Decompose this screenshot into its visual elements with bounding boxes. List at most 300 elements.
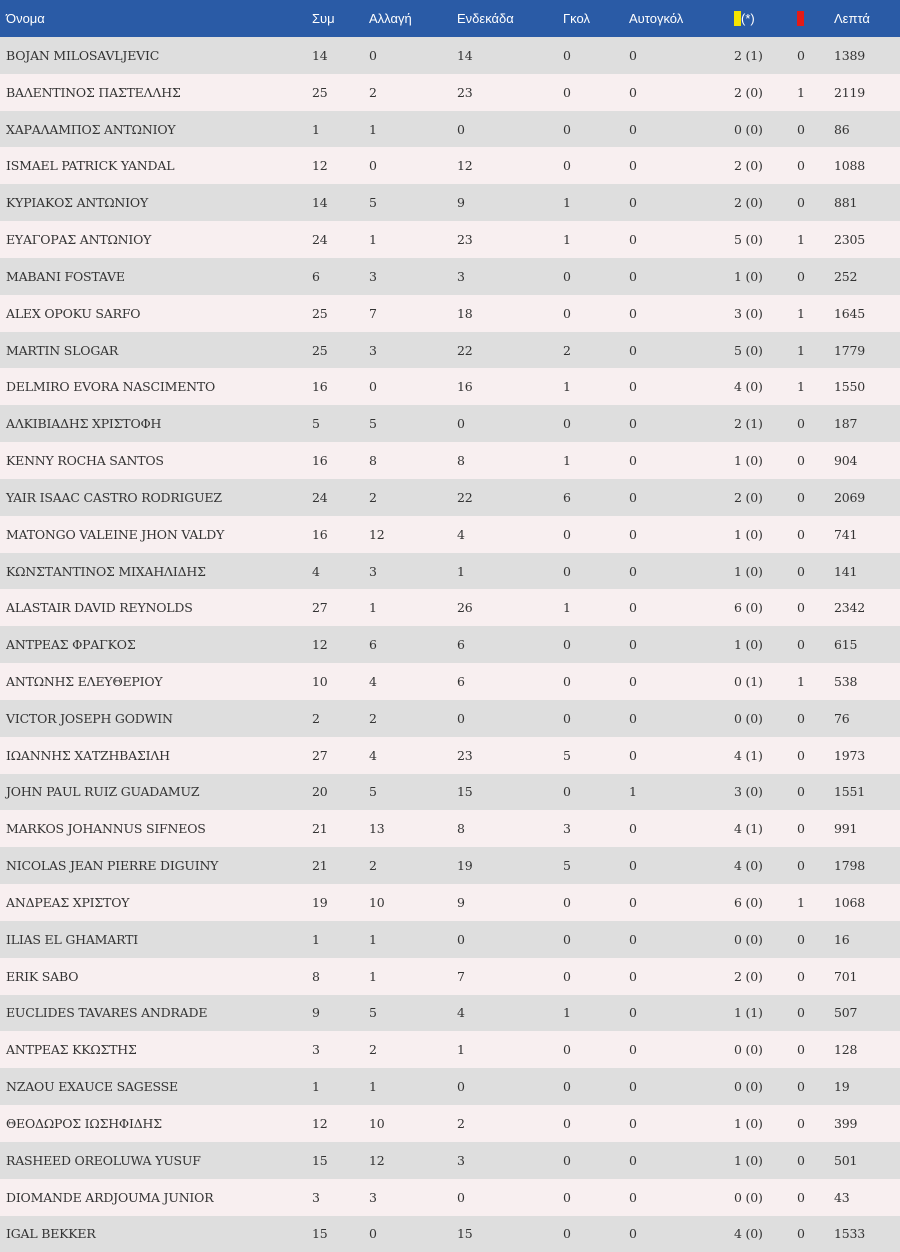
- col-minutes[interactable]: Λεπτά: [834, 0, 900, 37]
- own-goals-cell: 0: [629, 589, 734, 626]
- appearances-cell: 20: [312, 774, 369, 811]
- substitutions-cell: 4: [369, 663, 457, 700]
- player-name-cell[interactable]: ΒΑΛΕΝΤΙΝΟΣ ΠΑΣΤΕΛΛΗΣ: [0, 74, 312, 111]
- goals-cell: 0: [563, 1068, 629, 1105]
- yellow-cards-cell: 1 (0): [734, 1105, 797, 1142]
- table-row: [0, 111, 900, 148]
- yellow-cards-cell: 0 (0): [734, 700, 797, 737]
- goals-cell: 0: [563, 147, 629, 184]
- player-name-cell[interactable]: ALASTAIR DAVID REYNOLDS: [0, 589, 312, 626]
- own-goals-cell: 0: [629, 368, 734, 405]
- col-yellow-cards[interactable]: [734, 0, 797, 37]
- substitutions-cell: 1: [369, 921, 457, 958]
- goals-cell: 0: [563, 74, 629, 111]
- starts-cell: 16: [457, 368, 563, 405]
- starts-cell: 23: [457, 74, 563, 111]
- yellow-cards-cell: 0 (0): [734, 1179, 797, 1216]
- minutes-cell: 501: [834, 1142, 900, 1179]
- goals-cell: 0: [563, 958, 629, 995]
- yellow-cards-cell: 1 (1): [734, 995, 797, 1032]
- table-header: [0, 0, 900, 37]
- red-cards-cell: 1: [797, 295, 834, 332]
- minutes-cell: 1068: [834, 884, 900, 921]
- player-name-cell[interactable]: YAIR ISAAC CASTRO RODRIGUEZ: [0, 479, 312, 516]
- goals-cell: 0: [563, 1105, 629, 1142]
- player-name-cell[interactable]: ILIAS EL GHAMARTI: [0, 921, 312, 958]
- starts-cell: 14: [457, 37, 563, 74]
- yellow-cards-cell: 4 (1): [734, 737, 797, 774]
- minutes-cell: 1389: [834, 37, 900, 74]
- own-goals-cell: 0: [629, 516, 734, 553]
- red-cards-cell: 0: [797, 921, 834, 958]
- player-name-cell[interactable]: ERIK SABO: [0, 958, 312, 995]
- player-name-cell[interactable]: IGAL BEKKER: [0, 1216, 312, 1252]
- substitutions-cell: 2: [369, 847, 457, 884]
- red-cards-cell: 0: [797, 147, 834, 184]
- red-cards-cell: 0: [797, 1031, 834, 1068]
- table-row: [0, 368, 900, 405]
- yellow-cards-cell: 2 (0): [734, 479, 797, 516]
- yellow-cards-cell: 6 (0): [734, 589, 797, 626]
- goals-cell: 0: [563, 553, 629, 590]
- minutes-cell: 881: [834, 184, 900, 221]
- goals-cell: 6: [563, 479, 629, 516]
- yellow-cards-cell: 1 (0): [734, 553, 797, 590]
- table-row: [0, 405, 900, 442]
- player-name-cell[interactable]: DELMIRO EVORA NASCIMENTO: [0, 368, 312, 405]
- player-name-cell[interactable]: MARKOS JOHANNUS SIFNEOS: [0, 810, 312, 847]
- red-cards-cell: 1: [797, 368, 834, 405]
- goals-cell: 0: [563, 700, 629, 737]
- red-cards-cell: 0: [797, 626, 834, 663]
- substitutions-cell: 10: [369, 1105, 457, 1142]
- col-starts[interactable]: Ενδεκάδα: [457, 0, 563, 37]
- yellow-cards-cell: 0 (1): [734, 663, 797, 700]
- own-goals-cell: 0: [629, 737, 734, 774]
- table-row: [0, 1179, 900, 1216]
- substitutions-cell: 0: [369, 147, 457, 184]
- own-goals-cell: 0: [629, 479, 734, 516]
- player-name-cell[interactable]: ΚΥΡΙΑΚΟΣ ΑΝΤΩΝΙΟΥ: [0, 184, 312, 221]
- appearances-cell: 16: [312, 368, 369, 405]
- player-name-cell[interactable]: ΑΝΤΡΕΑΣ ΦΡΑΓΚΟΣ: [0, 626, 312, 663]
- substitutions-cell: 10: [369, 884, 457, 921]
- player-name-cell[interactable]: JOHN PAUL RUIZ GUADAMUZ: [0, 774, 312, 811]
- table-row: [0, 74, 900, 111]
- yellow-cards-cell: 3 (0): [734, 295, 797, 332]
- own-goals-cell: 0: [629, 405, 734, 442]
- substitutions-cell: 0: [369, 368, 457, 405]
- yellow-cards-cell: 2 (0): [734, 147, 797, 184]
- yellow-cards-cell: 2 (1): [734, 405, 797, 442]
- substitutions-cell: 3: [369, 258, 457, 295]
- starts-cell: 4: [457, 995, 563, 1032]
- red-cards-cell: 0: [797, 1179, 834, 1216]
- starts-cell: 15: [457, 774, 563, 811]
- goals-cell: 0: [563, 921, 629, 958]
- table-row: [0, 663, 900, 700]
- substitutions-cell: 1: [369, 958, 457, 995]
- player-name-cell[interactable]: MATONGO VALEINE JHON VALDY: [0, 516, 312, 553]
- minutes-cell: 507: [834, 995, 900, 1032]
- substitutions-cell: 1: [369, 1068, 457, 1105]
- substitutions-cell: 0: [369, 1216, 457, 1252]
- goals-cell: 0: [563, 1142, 629, 1179]
- table-row: [0, 1031, 900, 1068]
- own-goals-cell: 0: [629, 810, 734, 847]
- yellow-cards-cell: 0 (0): [734, 1031, 797, 1068]
- player-name-cell[interactable]: ΑΛΚΙΒΙΑΔΗΣ ΧΡΙΣΤΟΦΗ: [0, 405, 312, 442]
- substitutions-cell: 3: [369, 553, 457, 590]
- starts-cell: 23: [457, 221, 563, 258]
- table-row: [0, 553, 900, 590]
- table-row: [0, 258, 900, 295]
- goals-cell: 5: [563, 847, 629, 884]
- minutes-cell: 399: [834, 1105, 900, 1142]
- red-cards-cell: 0: [797, 184, 834, 221]
- red-cards-cell: 1: [797, 221, 834, 258]
- own-goals-cell: 0: [629, 626, 734, 663]
- col-name[interactable]: Όνομα: [0, 0, 312, 37]
- table-row: [0, 626, 900, 663]
- minutes-cell: 19: [834, 1068, 900, 1105]
- substitutions-cell: 5: [369, 774, 457, 811]
- player-name-cell[interactable]: ΑΝΤΩΝΗΣ ΕΛΕΥΘΕΡΙΟΥ: [0, 663, 312, 700]
- own-goals-cell: 0: [629, 221, 734, 258]
- appearances-cell: 12: [312, 626, 369, 663]
- own-goals-cell: 0: [629, 332, 734, 369]
- yellow-cards-cell: 6 (0): [734, 884, 797, 921]
- goals-cell: 1: [563, 221, 629, 258]
- table-row: [0, 810, 900, 847]
- minutes-cell: 16: [834, 921, 900, 958]
- appearances-cell: 8: [312, 958, 369, 995]
- yellow-cards-cell: 2 (0): [734, 958, 797, 995]
- minutes-cell: 76: [834, 700, 900, 737]
- col-own-goals[interactable]: Αυτογκόλ: [629, 0, 734, 37]
- player-name-cell[interactable]: KENNY ROCHA SANTOS: [0, 442, 312, 479]
- minutes-cell: 43: [834, 1179, 900, 1216]
- player-name-cell[interactable]: DIOMANDE ARDJOUMA JUNIOR: [0, 1179, 312, 1216]
- goals-cell: 1: [563, 368, 629, 405]
- own-goals-cell: 0: [629, 663, 734, 700]
- minutes-cell: 1779: [834, 332, 900, 369]
- appearances-cell: 25: [312, 295, 369, 332]
- own-goals-cell: 0: [629, 147, 734, 184]
- starts-cell: 1: [457, 553, 563, 590]
- appearances-cell: 25: [312, 74, 369, 111]
- red-cards-cell: 0: [797, 1068, 834, 1105]
- goals-cell: 0: [563, 295, 629, 332]
- substitutions-cell: 1: [369, 221, 457, 258]
- red-cards-cell: 1: [797, 74, 834, 111]
- starts-cell: 8: [457, 810, 563, 847]
- minutes-cell: 1551: [834, 774, 900, 811]
- table-row: [0, 774, 900, 811]
- yellow-cards-cell: 5 (0): [734, 221, 797, 258]
- minutes-cell: 141: [834, 553, 900, 590]
- own-goals-cell: 0: [629, 995, 734, 1032]
- own-goals-cell: 0: [629, 111, 734, 148]
- starts-cell: 19: [457, 847, 563, 884]
- appearances-cell: 1: [312, 111, 369, 148]
- own-goals-cell: 0: [629, 921, 734, 958]
- minutes-cell: 1973: [834, 737, 900, 774]
- own-goals-cell: 0: [629, 958, 734, 995]
- appearances-cell: 1: [312, 1068, 369, 1105]
- player-name-cell[interactable]: BOJAN MILOSAVLJEVIC: [0, 37, 312, 74]
- substitutions-cell: 1: [369, 111, 457, 148]
- goals-cell: 0: [563, 111, 629, 148]
- goals-cell: 0: [563, 774, 629, 811]
- red-cards-cell: 0: [797, 553, 834, 590]
- own-goals-cell: 0: [629, 847, 734, 884]
- yellow-cards-cell: 1 (0): [734, 258, 797, 295]
- yellow-cards-cell: 0 (0): [734, 921, 797, 958]
- col-red-cards[interactable]: [797, 0, 834, 37]
- red-cards-cell: 0: [797, 810, 834, 847]
- yellow-cards-cell: 1 (0): [734, 516, 797, 553]
- starts-cell: 0: [457, 111, 563, 148]
- col-goals[interactable]: Γκολ: [563, 0, 629, 37]
- starts-cell: 0: [457, 921, 563, 958]
- appearances-cell: 5: [312, 405, 369, 442]
- starts-cell: 7: [457, 958, 563, 995]
- appearances-cell: 15: [312, 1216, 369, 1252]
- starts-cell: 6: [457, 626, 563, 663]
- substitutions-cell: 2: [369, 479, 457, 516]
- table-row: [0, 147, 900, 184]
- red-cards-cell: 0: [797, 1105, 834, 1142]
- red-cards-cell: 0: [797, 516, 834, 553]
- minutes-cell: 1645: [834, 295, 900, 332]
- appearances-cell: 4: [312, 553, 369, 590]
- substitutions-cell: 1: [369, 589, 457, 626]
- own-goals-cell: 0: [629, 442, 734, 479]
- starts-cell: 23: [457, 737, 563, 774]
- own-goals-cell: 0: [629, 1179, 734, 1216]
- substitutions-cell: 5: [369, 995, 457, 1032]
- own-goals-cell: 0: [629, 1068, 734, 1105]
- red-cards-cell: 0: [797, 995, 834, 1032]
- table-row: [0, 479, 900, 516]
- starts-cell: 12: [457, 147, 563, 184]
- table-row: [0, 295, 900, 332]
- appearances-cell: 9: [312, 995, 369, 1032]
- header-row: [0, 0, 900, 37]
- red-cards-cell: 0: [797, 958, 834, 995]
- own-goals-cell: 0: [629, 700, 734, 737]
- goals-cell: 1: [563, 589, 629, 626]
- own-goals-cell: 0: [629, 295, 734, 332]
- player-name-cell[interactable]: ΘΕΟΔΩΡΟΣ ΙΩΣΗΦΙΔΗΣ: [0, 1105, 312, 1142]
- table-row: [0, 884, 900, 921]
- substitutions-cell: 8: [369, 442, 457, 479]
- player-name-cell[interactable]: ALEX OPOKU SARFO: [0, 295, 312, 332]
- own-goals-cell: 0: [629, 37, 734, 74]
- starts-cell: 0: [457, 405, 563, 442]
- minutes-cell: 904: [834, 442, 900, 479]
- minutes-cell: 187: [834, 405, 900, 442]
- appearances-cell: 2: [312, 700, 369, 737]
- table-row: [0, 184, 900, 221]
- player-name-cell[interactable]: RASHEED OREOLUWA YUSUF: [0, 1142, 312, 1179]
- table-row: [0, 1142, 900, 1179]
- minutes-cell: 1798: [834, 847, 900, 884]
- minutes-cell: 741: [834, 516, 900, 553]
- player-name-cell[interactable]: ΑΝΤΡΕΑΣ ΚΚΩΣΤΗΣ: [0, 1031, 312, 1068]
- player-name-cell[interactable]: NZAOU EXAUCE SAGESSE: [0, 1068, 312, 1105]
- goals-cell: 0: [563, 626, 629, 663]
- red-cards-cell: 0: [797, 737, 834, 774]
- goals-cell: 0: [563, 37, 629, 74]
- player-name-cell[interactable]: ΧΑΡΑΛΑΜΠΟΣ ΑΝΤΩΝΙΟΥ: [0, 111, 312, 148]
- own-goals-cell: 0: [629, 1142, 734, 1179]
- yellow-cards-cell: 4 (0): [734, 847, 797, 884]
- yellow-cards-cell: 3 (0): [734, 774, 797, 811]
- substitutions-cell: 12: [369, 1142, 457, 1179]
- yellow-cards-cell: 0 (0): [734, 1068, 797, 1105]
- red-cards-cell: 0: [797, 479, 834, 516]
- minutes-cell: 991: [834, 810, 900, 847]
- table-row: [0, 847, 900, 884]
- red-cards-cell: 0: [797, 700, 834, 737]
- yellow-cards-cell: 1 (0): [734, 1142, 797, 1179]
- col-appearances[interactable]: Συμ: [312, 0, 369, 37]
- player-name-cell[interactable]: NICOLAS JEAN PIERRE DIGUINY: [0, 847, 312, 884]
- minutes-cell: 86: [834, 111, 900, 148]
- appearances-cell: 21: [312, 847, 369, 884]
- minutes-cell: 128: [834, 1031, 900, 1068]
- minutes-cell: 701: [834, 958, 900, 995]
- substitutions-cell: 2: [369, 700, 457, 737]
- minutes-cell: 2305: [834, 221, 900, 258]
- appearances-cell: 12: [312, 147, 369, 184]
- minutes-cell: 538: [834, 663, 900, 700]
- appearances-cell: 27: [312, 737, 369, 774]
- starts-cell: 6: [457, 663, 563, 700]
- player-name-cell[interactable]: ISMAEL PATRICK YANDAL: [0, 147, 312, 184]
- minutes-cell: 2069: [834, 479, 900, 516]
- minutes-cell: 1088: [834, 147, 900, 184]
- player-name-cell[interactable]: ΚΩΝΣΤΑΝΤΙΝΟΣ ΜΙΧΑΗΛΙΔΗΣ: [0, 553, 312, 590]
- substitutions-cell: 12: [369, 516, 457, 553]
- own-goals-cell: 0: [629, 1216, 734, 1252]
- red-cards-cell: 0: [797, 1142, 834, 1179]
- goals-cell: 0: [563, 516, 629, 553]
- appearances-cell: 24: [312, 479, 369, 516]
- substitutions-cell: 4: [369, 737, 457, 774]
- red-cards-cell: 0: [797, 774, 834, 811]
- table-row: [0, 589, 900, 626]
- goals-cell: 0: [563, 884, 629, 921]
- appearances-cell: 16: [312, 516, 369, 553]
- table-row: [0, 332, 900, 369]
- substitutions-cell: 7: [369, 295, 457, 332]
- table-row: [0, 37, 900, 74]
- appearances-cell: 1: [312, 921, 369, 958]
- minutes-cell: 1533: [834, 1216, 900, 1252]
- appearances-cell: 14: [312, 37, 369, 74]
- starts-cell: 0: [457, 1179, 563, 1216]
- table-row: [0, 1105, 900, 1142]
- red-cards-cell: 0: [797, 847, 834, 884]
- appearances-cell: 19: [312, 884, 369, 921]
- red-cards-cell: 1: [797, 663, 834, 700]
- player-name-cell[interactable]: MARTIN SLOGAR: [0, 332, 312, 369]
- appearances-cell: 16: [312, 442, 369, 479]
- substitutions-cell: 2: [369, 1031, 457, 1068]
- starts-cell: 15: [457, 1216, 563, 1252]
- goals-cell: 0: [563, 1216, 629, 1252]
- red-cards-cell: 1: [797, 884, 834, 921]
- yellow-cards-cell: 5 (0): [734, 332, 797, 369]
- table-row: [0, 1068, 900, 1105]
- appearances-cell: 21: [312, 810, 369, 847]
- yellow-cards-cell: 4 (0): [734, 1216, 797, 1252]
- own-goals-cell: 0: [629, 184, 734, 221]
- red-cards-cell: 1: [797, 332, 834, 369]
- goals-cell: 0: [563, 1179, 629, 1216]
- table-row: [0, 995, 900, 1032]
- substitutions-cell: 3: [369, 1179, 457, 1216]
- appearances-cell: 15: [312, 1142, 369, 1179]
- goals-cell: 1: [563, 442, 629, 479]
- goals-cell: 3: [563, 810, 629, 847]
- substitutions-cell: 5: [369, 184, 457, 221]
- appearances-cell: 10: [312, 663, 369, 700]
- table-row: [0, 958, 900, 995]
- own-goals-cell: 0: [629, 258, 734, 295]
- player-name-cell[interactable]: EUCLIDES TAVARES ANDRADE: [0, 995, 312, 1032]
- yellow-cards-cell: 4 (0): [734, 368, 797, 405]
- yellow-cards-cell: 0 (0): [734, 111, 797, 148]
- player-name-cell[interactable]: ΙΩΑΝΝΗΣ ΧΑΤΖΗΒΑΣΙΛΗ: [0, 737, 312, 774]
- player-name-cell[interactable]: MABANI FOSTAVE: [0, 258, 312, 295]
- substitutions-cell: 5: [369, 405, 457, 442]
- red-cards-cell: 0: [797, 111, 834, 148]
- yellow-cards-cell: 2 (0): [734, 74, 797, 111]
- appearances-cell: 25: [312, 332, 369, 369]
- substitutions-cell: 6: [369, 626, 457, 663]
- red-card-icon: [797, 11, 804, 26]
- substitutions-cell: 3: [369, 332, 457, 369]
- appearances-cell: 24: [312, 221, 369, 258]
- yellow-card-icon: [734, 11, 741, 26]
- appearances-cell: 12: [312, 1105, 369, 1142]
- col-substitutions[interactable]: Αλλαγή: [369, 0, 457, 37]
- red-cards-cell: 0: [797, 258, 834, 295]
- appearances-cell: 27: [312, 589, 369, 626]
- table-row: [0, 921, 900, 958]
- own-goals-cell: 0: [629, 553, 734, 590]
- table-row: [0, 221, 900, 258]
- player-name-cell[interactable]: ΑΝΔΡΕΑΣ ΧΡΙΣΤΟΥ: [0, 884, 312, 921]
- goals-cell: 0: [563, 258, 629, 295]
- own-goals-cell: 0: [629, 74, 734, 111]
- player-name-cell[interactable]: ΕΥΑΓΟΡΑΣ ΑΝΤΩΝΙΟΥ: [0, 221, 312, 258]
- red-cards-cell: 0: [797, 442, 834, 479]
- red-cards-cell: 0: [797, 405, 834, 442]
- player-name-cell[interactable]: VICTOR JOSEPH GODWIN: [0, 700, 312, 737]
- own-goals-cell: 1: [629, 774, 734, 811]
- starts-cell: 2: [457, 1105, 563, 1142]
- own-goals-cell: 0: [629, 884, 734, 921]
- own-goals-cell: 0: [629, 1105, 734, 1142]
- starts-cell: 22: [457, 479, 563, 516]
- minutes-cell: 615: [834, 626, 900, 663]
- appearances-cell: 3: [312, 1179, 369, 1216]
